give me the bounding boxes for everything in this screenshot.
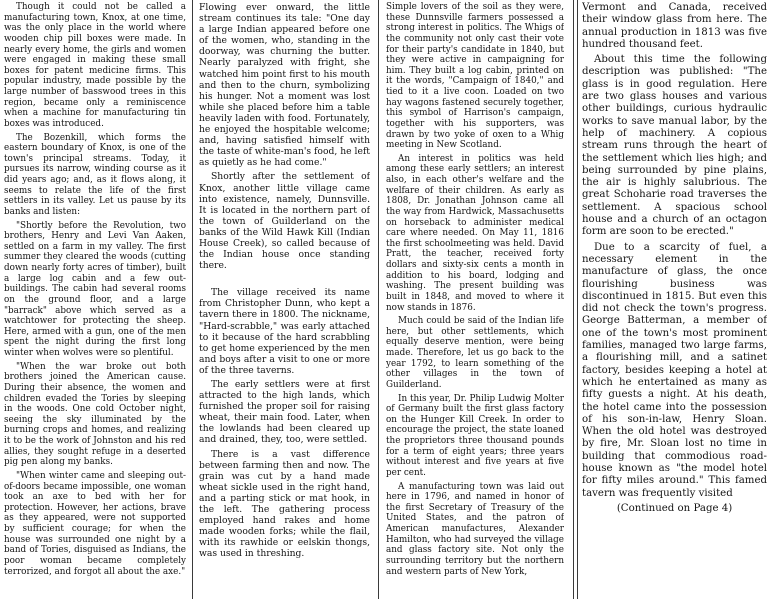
column-divider bbox=[577, 0, 578, 599]
article-paragraph: Vermont and Canada, received their window glass from here. The annual production in 1813 was five hundred thousand feet. bbox=[582, 2, 767, 50]
article-paragraph: About this time the following description was published: "The glass is in good regulation. Here are two glass houses and various other buildings, curious hydraulic works to save manual labor, by the help of machinery. A copious stream runs through the heart of the settlement which lies high; and being surrounded by pine plains, the air is highly salubrious. The great Schoharie road traverses the settlement. A spacious school house and a church of an octagon form are soon to be erected." bbox=[582, 54, 767, 238]
article-column-3 bbox=[386, 2, 564, 597]
column-divider bbox=[378, 0, 379, 599]
column-divider bbox=[192, 0, 193, 599]
article-paragraph: There is a vast difference between farming then and now. The grain was cut by a hand made wheat sickle used in the right hand, and a parting stick or mat hook, in the left. The gathering process employed hand rakes and home made wooden forks; while the flail, with its rawhide or eelskin thongs, was used in threshing. bbox=[199, 448, 370, 560]
article-paragraph: Shortly after the settlement of Knox, another little village came into existence, namely, Dunnsville. It is located in the northern part of the town of Guilderland on the banks of the Wild Hawk Kill (Indian House Creek), so called because of the Indian house once standing there. bbox=[199, 171, 370, 272]
continued-note: (Continued on Page 4) bbox=[616, 502, 733, 514]
article-paragraph: Flowing ever onward, the little stream continues its tale: "One day a large Indian appeared before one of the women, who, standing in the doorway, was churning the butter. Nearly paralyzed with fright, she watched him point first to his mouth and then to the churn, symbolizing his hunger. Not a moment was lost while she placed before him a table heavily laden with food. Fortunately, he enjoyed the hospitable welcome; and, having satisfied himself with the taste of white-man's food, he left as quietly as he had come." bbox=[199, 2, 370, 169]
article-paragraph: Simple lovers of the soil as they were, these Dunnsville farmers possessed a strong interest in politics. The Whigs of the community not only cast their vote for their party's candidate in 1840, but they were active in campaigning for him. They built a log cabin, printed on it the words, "Campaign of 1840," and tied to it a live coon. Loaded on two hay wagons fastened securely together, this symbol of Harrison's campaign, together with his supporters, was drawn by two yoke of oxen to a Whig meeting in New Scotland. bbox=[386, 2, 564, 151]
article-paragraph: "Shortly before the Revolution, two brothers, Henry and Levi Van Aaken, settled on a farm in my valley. The first summer they cleared the woods (cutting down nearly forty acres of timber), built a large log cabin and a few out-buildings. The cabin had several rooms on the ground floor, and a large "barrack" above which served as a watchtower for protecting the sheep. Here, armed with a gun, one of the men spent the night during the first long winter when wolves were so plentiful. bbox=[4, 220, 186, 358]
article-paragraph: A manufacturing town was laid out here in 1796, and named in honor of the first Secretary of Treasury of the United States, and the patron of American manufactures, Alexander Hamilton, who had surveyed the village and glass factory site. Not only the surrounding territory but the northern and western parts of New York, bbox=[386, 481, 564, 577]
article-column-1 bbox=[4, 2, 186, 597]
article-paragraph: The early settlers were at first attracted to the high lands, which furnished the proper soil for raising wheat, their main food. Later, when the lowlands had been cleared up and drained, they, too, were settled. bbox=[199, 379, 370, 446]
article-paragraph: Due to a scarcity of fuel, a necessary element in the manufacture of glass, the once flourishing business was discontinued in 1815. But even this did not check the town's progress. George Batterman, a member of one of the town's most prominent families, managed two large farms, a flourishing mill, and a satinet factory, besides keeping a hotel at which he entertained as many as fifty guests a night. At his death, the hotel came into the possession of his son-in-law, Henry Sloan. When the old hotel was destroyed by fire, Mr. Sloan lost no time in building that commodious road-house known as "the model hotel for fifty miles around." This famed tavern was frequently visited bbox=[582, 241, 767, 499]
column-divider bbox=[573, 0, 574, 599]
article-paragraph: In this year, Dr. Philip Ludwig Molter of Germany built the first glass factory on the Hunger Kill Creek. In order to encourage the project, the state loaned the proprietors three thousand pounds for a term of eight years; three years without interest and five years at five per cent. bbox=[386, 393, 564, 478]
article-paragraph: Much could be said of the Indian life here, but other settlements, which equally deserve mention, were being made. Therefore, let us go back to the year 1792, to learn something of the other villages in the town of Guilderland. bbox=[386, 316, 564, 390]
article-column-2 bbox=[199, 2, 370, 597]
article-paragraph: "When the war broke out both brothers joined the American cause. During their absence, the women and children evaded the Tories by sleeping in the woods. One cold October night, seeing the sky illuminated by the burning crops and homes, and realizing it to be the work of Johnston and his red allies, they sought refuge in a deserted pig pen along my banks. bbox=[4, 361, 186, 468]
article-paragraph: The Bozenkill, which forms the eastern boundary of Knox, is one of the town's principal streams. Today, it pursues its narrow, winding course as it did years ago; and, as it flows along, it seems to relate the life of the first settlers in its valley. Let us pause by its banks and listen: bbox=[4, 132, 186, 217]
article-paragraph: Though it could not be called a manufacturing town, Knox, at one time, was the only place in the world where wooden chip pill boxes were made. In nearly every home, the girls and women were engaged in making these small boxes for patent medicine firms. This popular industry, made possible by the large number of basswood trees in this region, became only a reminiscence when a machine for manufacturing tin boxes was introduced. bbox=[4, 2, 186, 129]
article-paragraph: "When winter came and sleeping out-of-doors became impossible, one woman took an axe to bed with her for protection. However, her actions, brave as they appeared, were not supported by sufficient courage; for when the house was surrounded one night by a band of Tories, disguised as Indians, the poor woman became completely terrorized, and forgot all about the axe." bbox=[4, 470, 186, 577]
article-paragraph: The village received its name from Christopher Dunn, who kept a tavern there in 1800. The nickname, "Hard-scrabble," was early attached to it because of the hard scrabbling to get home experienced by the men and boys after a visit to one or more of the three taverns. bbox=[199, 287, 370, 376]
article-paragraph: An interest in politics was held among these early settlers; an interest also, in each other's welfare and the welfare of their children. As early as 1808, Dr. Jonathan Johnson came all the way from Hardwick, Massachusetts on horseback to administer medical care where needed. On May 11, 1816 the first schoolmeeting was held. David Pratt, the teacher, received forty dollars and sixty-six cents a month in addition to his board, lodging and washing. The present building was built in 1848, and moved to where it now stands in 1876. bbox=[386, 153, 564, 313]
article-column-4 bbox=[582, 2, 767, 597]
